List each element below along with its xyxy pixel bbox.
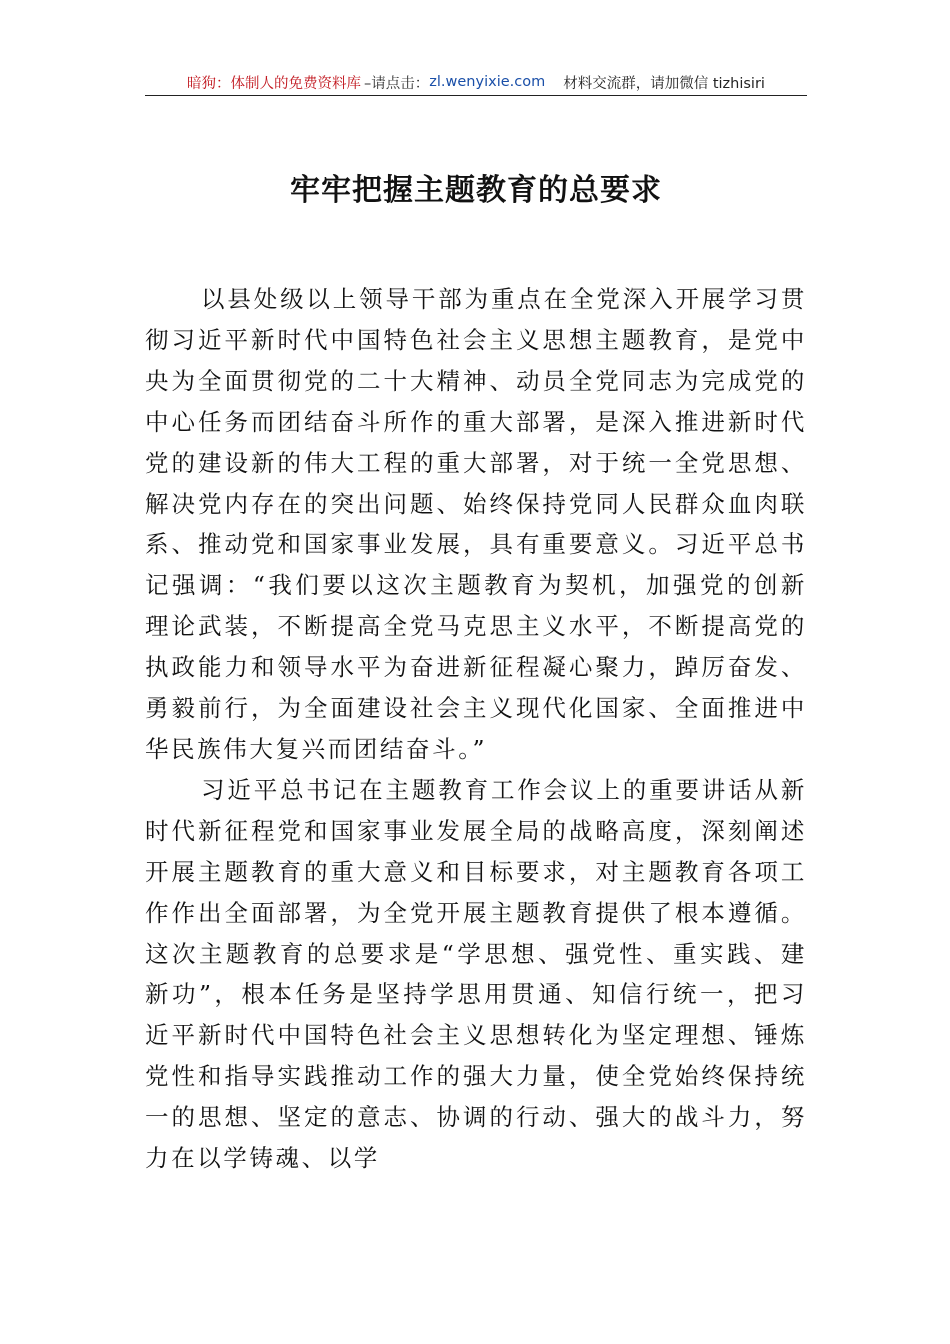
header-link[interactable]: zl.wenyixie.com	[429, 74, 546, 90]
header-brand: 暗狗：体制人的免费资料库	[187, 75, 362, 92]
paragraph-1: 以县处级以上领导干部为重点在全党深入开展学习贯彻习近平新时代中国特色社会主义思想主题教育，是党中央为全面贯彻党的二十大精神、动员全党同志为完成党的中心任务而团结奋斗所作的重大部署，是深入推进新时代党的建设新的伟大工程的重大部署，对于统一全党思想、解决党内存在的突出问题、始终保持党同人民群众血肉联系、推动党和国家事业发展，具有重要意义。习近平总书记强调：“我们要以这次主题教育为契机，加强党的创新理论武装，不断提高全党马克思主义水平，不断提高党的执政能力和领导水平为奋进新征程凝心聚力，踔厉奋发、勇毅前行，为全面建设社会主义现代化国家、全面推进中华民族伟大复兴而团结奋斗。”	[145, 285, 807, 763]
header-divider	[145, 95, 807, 96]
header-contact: 材料交流群，请加微信 tizhisiri	[563, 75, 765, 92]
document-body	[145, 279, 807, 1179]
document-title: 牢牢把握主题教育的总要求	[290, 173, 662, 208]
paragraph-2: 习近平总书记在主题教育工作会议上的重要讲话从新时代新征程党和国家事业发展全局的战略高度，深刻阐述开展主题教育的重大意义和目标要求，对主题教育各项工作作出全面部署，为全党开展主题教育提供了根本遵循。这次主题教育的总要求是“学思想、强党性、重实践、建新功”，根本任务是坚持学思用贯通、知信行统一，把习近平新时代中国特色社会主义思想转化为坚定理想、锤炼党性和指导实践推动工作的强大力量，使全党始终保持统一的思想、坚定的意志、协调的行动、强大的战斗力，努力在以学铸魂、以学	[145, 775, 807, 1173]
header-separator: –请点击：	[364, 75, 430, 92]
page-header	[145, 70, 807, 94]
